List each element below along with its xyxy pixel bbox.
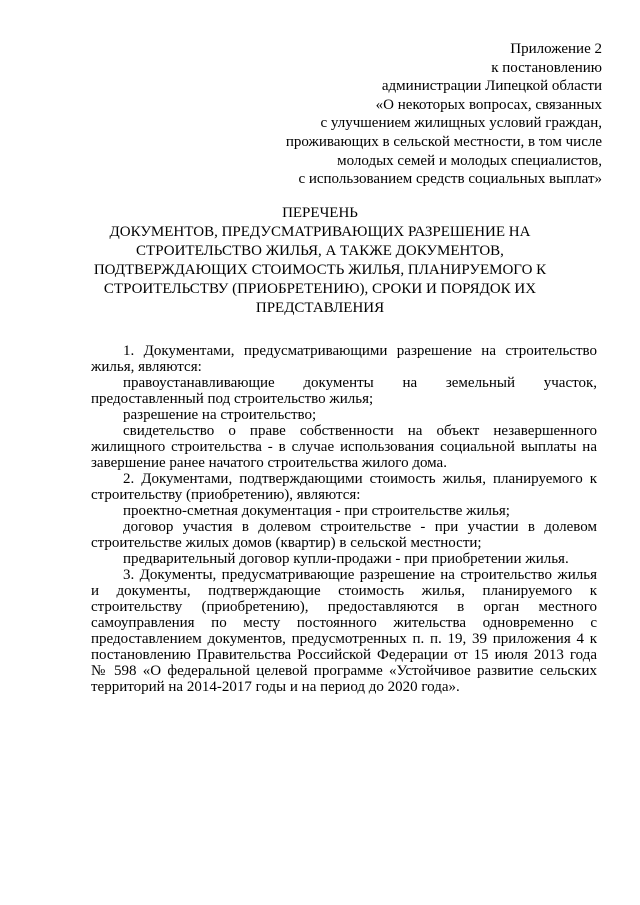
paragraph-2a: проектно-сметная документация - при строительстве жилья; [123,503,510,519]
title-line: ПЕРЕЧЕНЬ [282,205,358,221]
appendix-header [242,40,602,189]
paragraph-2b: договор участия в долевом строительстве - при участии в долевом строительстве жилых домов (квартир) в сельской местности; [91,519,597,551]
appendix-line: с использованием средств социальных выплат» [298,171,602,188]
appendix-line: с улучшением жилищных условий граждан, [320,115,602,132]
paragraph-2c: предварительный договор купли-продажи - при приобретении жилья. [123,551,569,567]
paragraph-3: 3. Документы, предусматривающие разрешение на строительство жилья и документы, подтверждающие стоимость жилья, планируемого к строительству (приобретению), предоставляются в орган местного самоуправления по месту постоянного жительства одновременно с предоставлением документов, предусмотренных п. п. 19, 39 приложения 4 к постановлению Правительства Российской Федерации от 15 июля 2013 года № 598 «О федеральной целевой программе «Устойчивое развитие сельских территорий на 2014-2017 годы и на период до 2020 года». [91,567,597,695]
appendix-line: к постановлению [491,59,602,76]
paragraph-1c: свидетельство о праве собственности на объект незавершенного жилищного строительства - в случае использования социальной выплаты на завершение ранее начатого строительства жилого дома. [91,423,597,471]
title-line: СТРОИТЕЛЬСТВО ЖИЛЬЯ, А ТАКЖЕ ДОКУМЕНТОВ, [136,243,504,259]
appendix-line: Приложение 2 [510,41,602,57]
title-line: ПРЕДСТАВЛЕНИЯ [255,300,385,316]
title-line: ПОДТВЕРЖДАЮЩИХ СТОИМОСТЬ ЖИЛЬЯ, ПЛАНИРУЕМОГО К [93,262,547,278]
appendix-line: молодых семей и молодых специалистов, [337,152,602,169]
appendix-line: проживающих в сельской местности, в том числе [285,133,602,150]
paragraph-2: 2. Документами, подтверждающими стоимость жилья, планируемого к строительству (приобретению), являются: [91,471,597,503]
document-title [80,204,560,318]
title-line: ДОКУМЕНТОВ, ПРЕДУСМАТРИВАЮЩИХ РАЗРЕШЕНИЕ НА [109,224,531,240]
title-line: СТРОИТЕЛЬСТВУ (ПРИОБРЕТЕНИЮ), СРОКИ И ПОРЯДОК ИХ [103,281,537,297]
document-body [91,343,597,695]
appendix-line: администрации Липецкой области [381,78,602,95]
paragraph-1a: правоустанавливающие документы на земельный участок, предоставленный под строительство жилья; [91,375,597,407]
appendix-line: «О некоторых вопросах, связанных [375,96,602,113]
paragraph-1: 1. Документами, предусматривающими разрешение на строительство жилья, являются: [91,343,597,375]
paragraph-1b: разрешение на строительство; [123,407,317,423]
